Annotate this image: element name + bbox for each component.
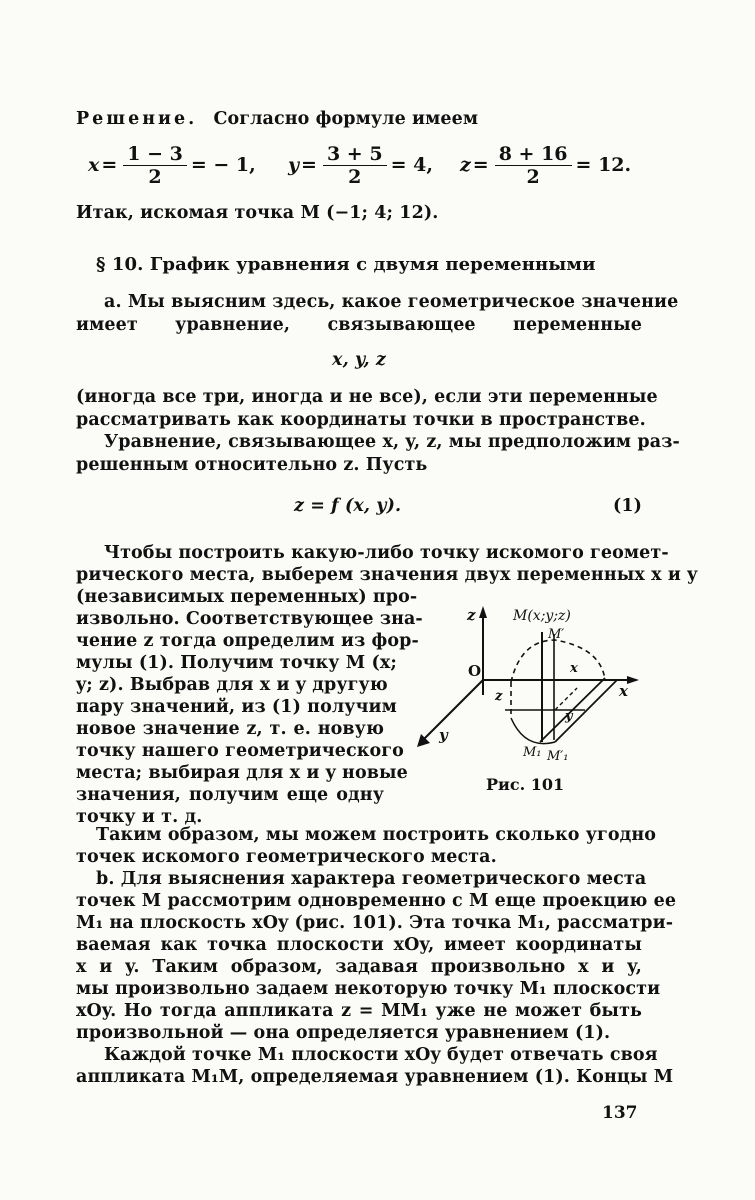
para-b-line-3: M₁ на плоскость xOy (рис. 101). Эта точка M₁, рассматри-	[76, 913, 674, 933]
x-axis-arrow	[627, 676, 639, 684]
para-a3-line-2: решенным относительно z. Пусть	[76, 455, 428, 475]
para-thus-line-2: точек искомого геометрического места.	[76, 847, 497, 867]
label-y-axis: y	[439, 726, 448, 744]
label-x-segment: x	[570, 661, 578, 676]
para-build-line-11: места; выбирая для x и y новые	[76, 763, 408, 783]
para-build-line-13: точку и т. д.	[76, 807, 203, 827]
para-a3-line-1: Уравнение, связывающее x, y, z, мы предположим раз-	[104, 432, 680, 452]
para-a-line-2: имеет уравнение, связывающее переменные	[76, 315, 642, 335]
formula-y-var: y	[288, 154, 300, 176]
label-z: z	[467, 606, 476, 624]
section-title: § 10. График уравнения с двумя переменными	[96, 254, 596, 275]
para-thus-line-1: Таким образом, мы можем построить сколько угодно	[96, 825, 657, 845]
para-a-line-1: a. Мы выясним здесь, какое геометрическое значение	[104, 292, 679, 312]
para-a2-line-1: (иногда все три, иногда и не все), если эти переменные	[76, 387, 658, 407]
formula-y-result: = 4,	[390, 154, 433, 176]
label-m1: M₁	[523, 745, 542, 760]
para-build-line-6: мулы (1). Получим точку M (x;	[76, 653, 397, 673]
fraction-x-denominator: 2	[148, 165, 162, 188]
para-b-line-2: точек M рассмотрим одновременно с M еще проекцию ее	[76, 891, 677, 911]
fraction-x-numerator: 1 − 3	[123, 143, 187, 166]
lower-curve	[511, 718, 555, 744]
para-build-line-5: чение z тогда определим из фор-	[76, 631, 419, 651]
solution-label: Решение.	[76, 109, 198, 129]
formula-x-var: x	[88, 154, 100, 176]
para-b-line-1: b. Для выяснения характера геометрического места	[96, 869, 647, 889]
formula-z-var: z	[460, 154, 471, 176]
page-number: 137	[602, 1103, 638, 1123]
para-b-line-8: произвольной — она определяется уравнением (1).	[76, 1023, 611, 1043]
fraction-z-denominator: 2	[526, 165, 540, 188]
formula-x-result: = − 1,	[190, 154, 256, 176]
fraction-y-numerator: 3 + 5	[323, 143, 387, 166]
figure-caption: Рис. 101	[486, 775, 565, 794]
para-build-line-9: новое значение z, т. е. новую	[76, 719, 384, 739]
para-build-line-10: точку нашего геометрического	[76, 741, 404, 761]
dashed-y	[555, 688, 577, 710]
result-line: Итак, искомая точка M (−1; 4; 12).	[76, 203, 439, 223]
coordinate-formulas	[88, 138, 632, 192]
para-build-line-12: значения, получим еще одну	[76, 785, 384, 805]
formula-x: x = $\frac{1 - 3}{2}$ = − 1,	[88, 142, 256, 188]
z-axis-arrow	[479, 606, 487, 618]
fraction-z	[495, 143, 572, 188]
para-last-line-2: аппликата M₁M, определяемая уравнением (1). Концы M	[76, 1067, 674, 1087]
para-b-line-6: мы произвольно задаем некоторую точку M₁ плоскости	[76, 979, 661, 999]
label-point-m: M(x;y;z)	[513, 608, 571, 624]
fraction-x	[123, 143, 187, 188]
formula-y: y = $\frac{3 + 5}{2}$ = 4,	[288, 142, 433, 188]
para-build-line-2: рического места, выберем значения двух переменных x и y	[76, 565, 698, 585]
solution-intro: Согласно формуле имеем	[213, 109, 479, 129]
label-z-segment: z	[495, 689, 503, 704]
para-build-line-8: пару значений, из (1) получим	[76, 697, 397, 717]
formula-z-result: = 12.	[575, 154, 632, 176]
label-origin: O	[468, 662, 482, 680]
para-b-line-5: x и y. Таким образом, задавая произвольно x и y,	[76, 957, 642, 977]
equation-text: z = f (x, y).	[294, 496, 402, 516]
formula-z: z = $\frac{8 + 16}{2}$ = 12.	[460, 142, 632, 188]
fraction-y	[323, 143, 387, 188]
label-m-prime: M′	[548, 627, 565, 642]
para-a2-line-2: рассматривать как координаты точки в пространстве.	[76, 410, 646, 430]
fraction-z-numerator: 8 + 16	[495, 143, 572, 166]
fraction-y-denominator: 2	[348, 165, 362, 188]
solution-line	[76, 108, 642, 130]
para-build-line-7: y; z). Выбрав для x и y другую	[76, 675, 388, 695]
label-m1-prime: M′₁	[547, 749, 569, 764]
para-b-line-4: ваемая как точка плоскости xOy, имеет координаты	[76, 935, 642, 955]
figure-101	[405, 600, 645, 770]
variables-line: x, y, z	[332, 350, 386, 370]
para-last-line-1: Каждой точке M₁ плоскости xOy будет отвечать своя	[104, 1045, 658, 1065]
para-b-line-7: xOy. Но тогда аппликата z = MM₁ уже не может быть	[76, 1001, 642, 1021]
equation-number: (1)	[612, 496, 642, 516]
surface-arc	[511, 640, 605, 682]
y-axis	[423, 680, 483, 740]
para-build-line-1: Чтобы построить какую-либо точку искомого геомет-	[104, 543, 669, 563]
label-y-segment: y	[565, 709, 573, 724]
para-build-line-3: (независимых переменных) про-	[76, 587, 418, 607]
para-build-line-4: извольно. Соответствующее зна-	[76, 609, 423, 629]
label-x-axis: x	[619, 682, 628, 700]
